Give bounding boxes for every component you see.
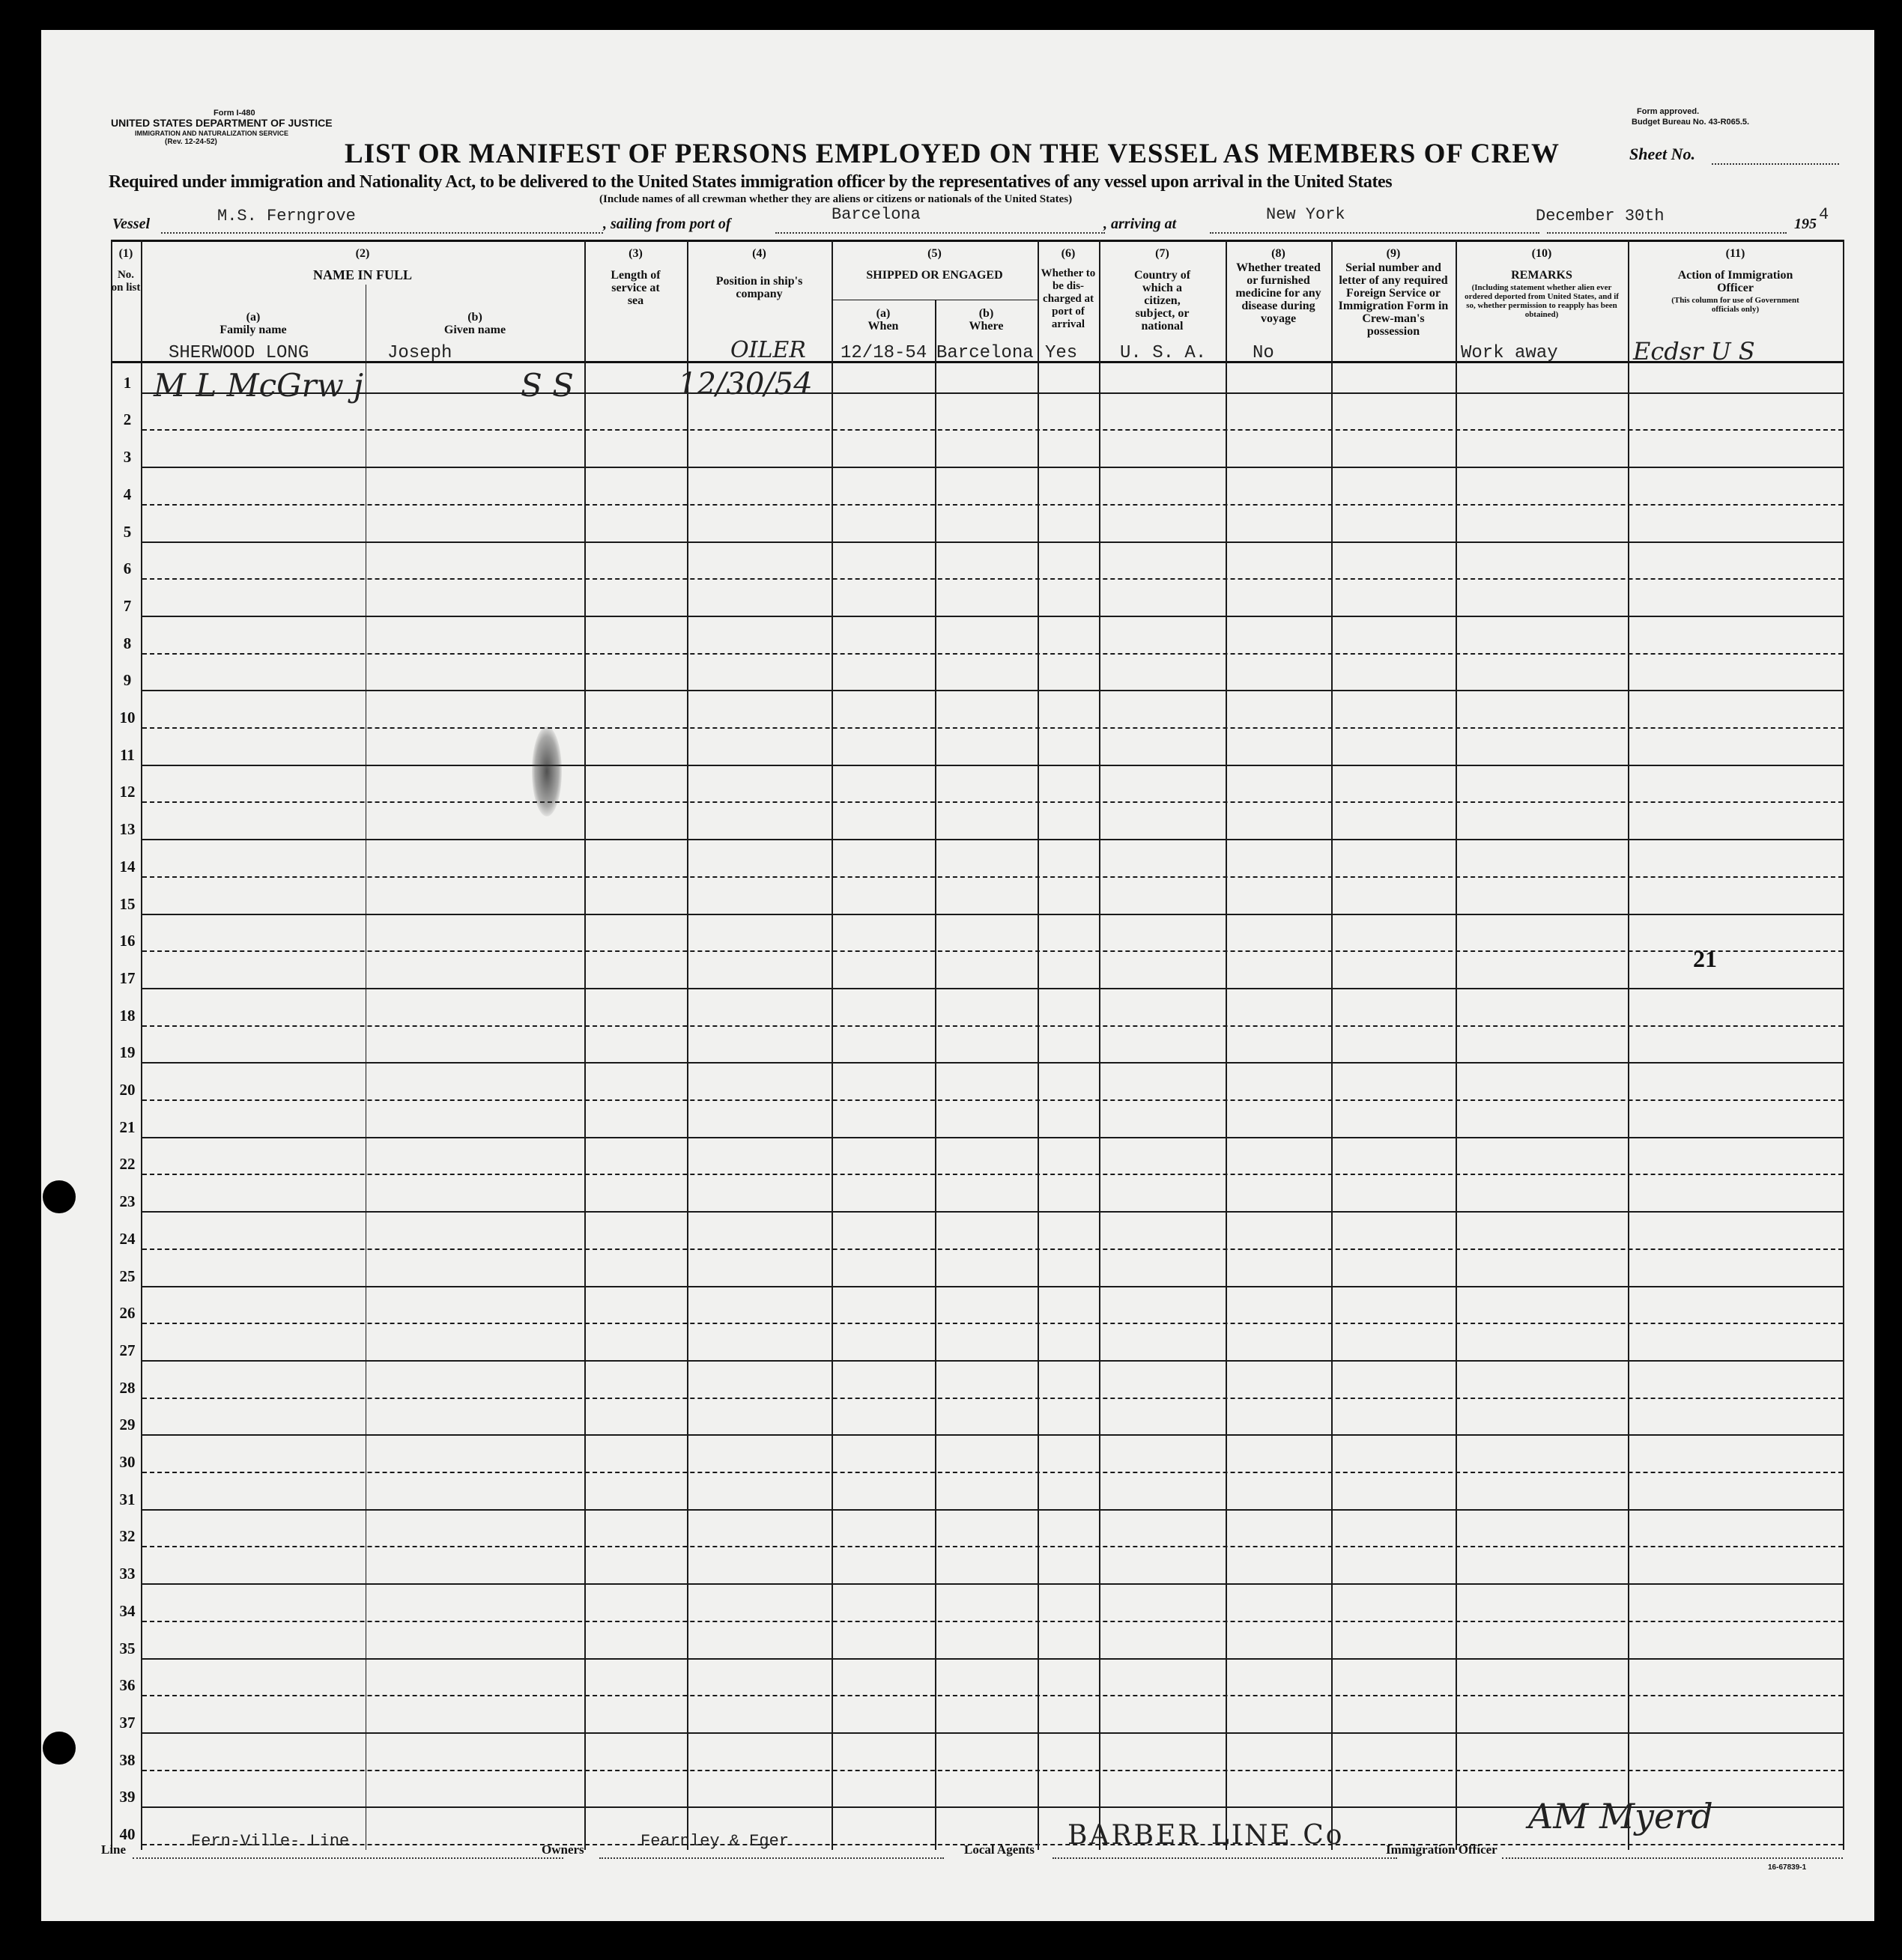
- col2-number: (2): [355, 247, 370, 260]
- row-rule: [142, 801, 1843, 803]
- row-number: 33: [119, 1565, 136, 1583]
- row-rule: [142, 690, 1843, 691]
- footer-agents-label: Local Agents: [964, 1842, 1035, 1857]
- footer-owners-underline: [599, 1857, 944, 1859]
- row-rule: [142, 1323, 1843, 1324]
- row-rule: [142, 1248, 1843, 1250]
- col5a-header: [832, 307, 935, 333]
- row-rule: [142, 1360, 1843, 1362]
- row-rule: [142, 1398, 1843, 1399]
- row-rule: [142, 1472, 1843, 1473]
- row-number: 31: [119, 1490, 136, 1508]
- row-number: 24: [119, 1230, 136, 1248]
- row-number: 17: [119, 969, 136, 987]
- sailing-label: , sailing from port of: [603, 216, 731, 232]
- entry-medicine: No: [1253, 343, 1274, 363]
- col8-header: [1226, 247, 1331, 325]
- date-underline: [1547, 232, 1787, 234]
- col3-label: Length of service at sea: [611, 269, 661, 307]
- row-number: 6: [123, 559, 132, 577]
- row-rule: [142, 1099, 1843, 1101]
- col6-label: Whether to be dis-charged at port of arrival: [1041, 267, 1096, 330]
- sailing-underline: [775, 232, 1105, 234]
- col2a-header: [141, 311, 366, 336]
- row-rule: [142, 392, 1843, 394]
- footer-owners-label: Owners: [542, 1842, 584, 1857]
- entry-shipped-when: 12/18-54: [841, 343, 927, 363]
- col10-sublabel: (Including statement whether alien ever ordered deported from United States, and if so, whether permission to reapply has been obtained): [1465, 283, 1619, 319]
- row-rule: [142, 1174, 1843, 1175]
- entry-given-name: Joseph: [387, 343, 452, 363]
- row-rule: [142, 1621, 1843, 1622]
- row-rule: [142, 467, 1843, 468]
- row-rule: [142, 914, 1843, 915]
- row-rule: [142, 1658, 1843, 1660]
- arriving-underline: [1210, 232, 1539, 234]
- col4-number: (4): [752, 247, 766, 260]
- col2-header: [141, 247, 584, 282]
- manifest-note: (Include names of all crewman whether they are aliens or citizens or nationals of the United States): [599, 193, 1073, 205]
- row-number: 39: [119, 1788, 136, 1806]
- vessel-name: M.S. Ferngrove: [217, 207, 356, 225]
- arriving-label: , arriving at: [1103, 216, 1177, 232]
- row-rule: [142, 765, 1843, 766]
- col-divider-7: [1226, 240, 1227, 1850]
- col11-number: (11): [1725, 247, 1745, 260]
- arriving-port: New York: [1266, 205, 1345, 224]
- row-number: 36: [119, 1676, 136, 1694]
- row-number: 3: [123, 448, 132, 466]
- row-rule: [142, 1025, 1843, 1027]
- footer-line-label: Line: [101, 1842, 127, 1857]
- row-rule: [142, 1770, 1843, 1771]
- row2-handwritten-name: M L McGrw j: [154, 367, 364, 404]
- footer-line-underline: [133, 1857, 563, 1859]
- row-number: 20: [119, 1081, 136, 1099]
- col10-number: (10): [1531, 247, 1552, 260]
- row-rule: [142, 988, 1843, 989]
- col5-label: SHIPPED OR ENGAGED: [866, 269, 1003, 282]
- ink-smudge: [532, 726, 562, 816]
- col1-header: [111, 247, 141, 294]
- arrival-date: December 30th: [1536, 207, 1665, 225]
- row-number: 10: [119, 709, 136, 726]
- row-rule: [142, 653, 1843, 655]
- col2b-label: Given name: [443, 324, 506, 336]
- col-divider-5: [1038, 240, 1039, 1850]
- col9-number: (9): [1386, 247, 1401, 260]
- footer-agents-underline: [1053, 1857, 1397, 1859]
- col-divider-4: [832, 240, 833, 1850]
- col11-sublabel: (This column for use of Government officials only): [1671, 296, 1799, 314]
- col3-number: (3): [629, 247, 643, 260]
- col-divider-8: [1331, 240, 1333, 1850]
- side-number: 21: [1693, 945, 1717, 972]
- row-rule: [142, 1732, 1843, 1734]
- footer-print-code: 16-67839-1: [1768, 1863, 1807, 1872]
- col5a-number: (a): [876, 307, 891, 320]
- year-prefix: 195: [1794, 216, 1817, 232]
- row-number: 11: [120, 746, 135, 764]
- col5b-label: Where: [969, 320, 1004, 333]
- row-rule: [142, 1286, 1843, 1287]
- entry-officer-action: Ecdsr U S: [1633, 337, 1755, 365]
- punch-hole-upper: [43, 1180, 76, 1213]
- col6-number: (6): [1061, 247, 1076, 260]
- row-number: 32: [119, 1527, 136, 1545]
- col1-number: (1): [118, 247, 133, 260]
- row-rule: [142, 616, 1843, 617]
- row-number: 35: [119, 1639, 136, 1657]
- row-number: 5: [123, 523, 132, 541]
- row-number: 9: [123, 671, 132, 689]
- row-number: 7: [123, 597, 132, 615]
- row-number: 2: [123, 410, 132, 428]
- col5b-header: [935, 307, 1038, 333]
- col5-number: (5): [927, 247, 942, 260]
- manifest-subtitle: Required under immigration and Nationality Act, to be delivered to the United States immigration officer by the representatives of any vessel upon arrival in the United States: [109, 172, 1393, 192]
- year-digit: 4: [1819, 205, 1829, 224]
- row-number: 25: [119, 1267, 136, 1285]
- col10-label: REMARKS: [1511, 269, 1572, 282]
- row-rule: [142, 876, 1843, 878]
- sailing-from-port: Barcelona: [832, 205, 921, 224]
- col8-label: Whether treated or furnished medicine for any disease during voyage: [1235, 261, 1321, 325]
- col9-label: Serial number and letter of any required Foreign Service or Immigration Form in Crew-man's possession: [1338, 261, 1449, 338]
- sheet-number-label: Sheet No.: [1629, 145, 1695, 163]
- col5-header: [832, 247, 1038, 282]
- row-rule: [142, 578, 1843, 580]
- form-number: Form I-480: [213, 109, 255, 118]
- entry-family-name: SHERWOOD LONG: [169, 343, 309, 363]
- col7-header: [1099, 247, 1226, 333]
- row-number: 15: [119, 895, 136, 913]
- manifest-sheet: [41, 30, 1874, 1921]
- col-divider-right: [1843, 240, 1844, 1850]
- row-rule: [142, 504, 1843, 506]
- vessel-underline: [161, 232, 603, 234]
- row-number: 30: [119, 1453, 136, 1471]
- row-rule: [142, 1211, 1843, 1213]
- entry-discharged: Yes: [1045, 343, 1078, 363]
- service-name: IMMIGRATION AND NATURALIZATION SERVICE: [135, 130, 288, 137]
- row-rule: [142, 1583, 1843, 1585]
- row-number: 18: [119, 1007, 136, 1025]
- row-number: 13: [119, 820, 136, 838]
- entry-shipped-where: Barcelona: [936, 343, 1034, 363]
- department-name: UNITED STATES DEPARTMENT OF JUSTICE: [111, 117, 333, 129]
- col3-header: [584, 247, 687, 307]
- footer-owners-value: Fearnley & Eger: [640, 1832, 790, 1851]
- row-rule: [142, 1137, 1843, 1138]
- row-number: 23: [119, 1192, 136, 1210]
- col6-header: [1038, 247, 1099, 331]
- col1-label: No. on list: [111, 269, 141, 294]
- row2-handwritten-date: 12/30/54: [678, 367, 813, 401]
- row-number: 38: [119, 1751, 136, 1769]
- row-number: 27: [119, 1341, 136, 1359]
- footer-line-value: Fern-Ville- Line: [191, 1832, 350, 1851]
- col4-label: Position in ship's company: [715, 275, 803, 300]
- sheet-number-line: [1712, 163, 1839, 165]
- row-rule: [142, 839, 1843, 840]
- col-divider-10: [1628, 240, 1629, 1850]
- row2-handwritten-initials: S S: [521, 367, 574, 404]
- row-number: 40: [119, 1825, 136, 1843]
- row-rule: [142, 1695, 1843, 1696]
- row-number: 4: [123, 485, 132, 503]
- table-top-border: [111, 240, 1843, 242]
- row-rule: [142, 541, 1843, 543]
- row-rule: [142, 727, 1843, 729]
- revision-date: (Rev. 12-24-52): [165, 138, 217, 146]
- col2a-number: (a): [246, 311, 261, 324]
- row-number: 1: [123, 374, 132, 392]
- col7-label: Country of which a citizen, subject, or national: [1133, 269, 1191, 333]
- manifest-title: LIST OR MANIFEST OF PERSONS EMPLOYED ON THE VESSEL AS MEMBERS OF CREW: [345, 139, 1560, 169]
- row-rule: [142, 1509, 1843, 1511]
- row-number: 16: [119, 932, 136, 950]
- col5b-number: (b): [978, 307, 994, 320]
- row-number: 29: [119, 1416, 136, 1433]
- col-divider-2: [584, 240, 586, 1850]
- row-number: 22: [119, 1155, 136, 1173]
- col2b-number: (b): [467, 311, 482, 324]
- entry-position: OILER: [730, 337, 806, 363]
- col11-label: Action of Immigration Officer: [1677, 269, 1793, 294]
- vessel-label: Vessel: [112, 216, 150, 232]
- row-number: 28: [119, 1379, 136, 1397]
- footer-officer-underline: [1502, 1857, 1843, 1859]
- col-divider-5a: [935, 300, 936, 1850]
- row-number: 34: [119, 1602, 136, 1620]
- budget-bureau: Budget Bureau No. 43-R065.5.: [1632, 118, 1750, 127]
- row-rule: [142, 950, 1843, 952]
- punch-hole-lower: [43, 1732, 76, 1765]
- entry-remarks: Work away: [1461, 343, 1558, 363]
- col4-header: [687, 247, 832, 300]
- row-number: 8: [123, 634, 132, 652]
- col7-number: (7): [1155, 247, 1169, 260]
- row-rule: [142, 429, 1843, 431]
- col-divider-3: [687, 240, 688, 1850]
- col2b-header: [366, 311, 584, 336]
- footer-agents-value: BARBER LINE Co: [1067, 1820, 1345, 1851]
- col2-label: NAME IN FULL: [312, 267, 412, 282]
- col2a-label: Family name: [219, 324, 287, 336]
- row-number: 37: [119, 1714, 136, 1732]
- col-divider-6: [1099, 240, 1100, 1850]
- row-rule: [142, 1546, 1843, 1547]
- row-number: 14: [119, 858, 136, 876]
- col11-header: [1628, 247, 1843, 314]
- col10-header: [1456, 247, 1628, 319]
- row-rule: [142, 1062, 1843, 1064]
- footer-officer-signature: AM Myerd: [1528, 1796, 1713, 1836]
- row-number: 26: [119, 1304, 136, 1322]
- row-number: 21: [119, 1118, 136, 1136]
- footer-officer-label: Immigration Officer: [1386, 1842, 1497, 1857]
- entry-country: U. S. A.: [1120, 343, 1207, 363]
- row-number: 12: [119, 783, 136, 801]
- form-approved: Form approved.: [1637, 107, 1700, 116]
- col8-number: (8): [1271, 247, 1285, 260]
- row-number: 19: [119, 1043, 136, 1061]
- col-divider-9: [1456, 240, 1457, 1850]
- row-rule: [142, 1434, 1843, 1436]
- col5a-label: When: [867, 320, 899, 333]
- col9-header: [1331, 247, 1456, 338]
